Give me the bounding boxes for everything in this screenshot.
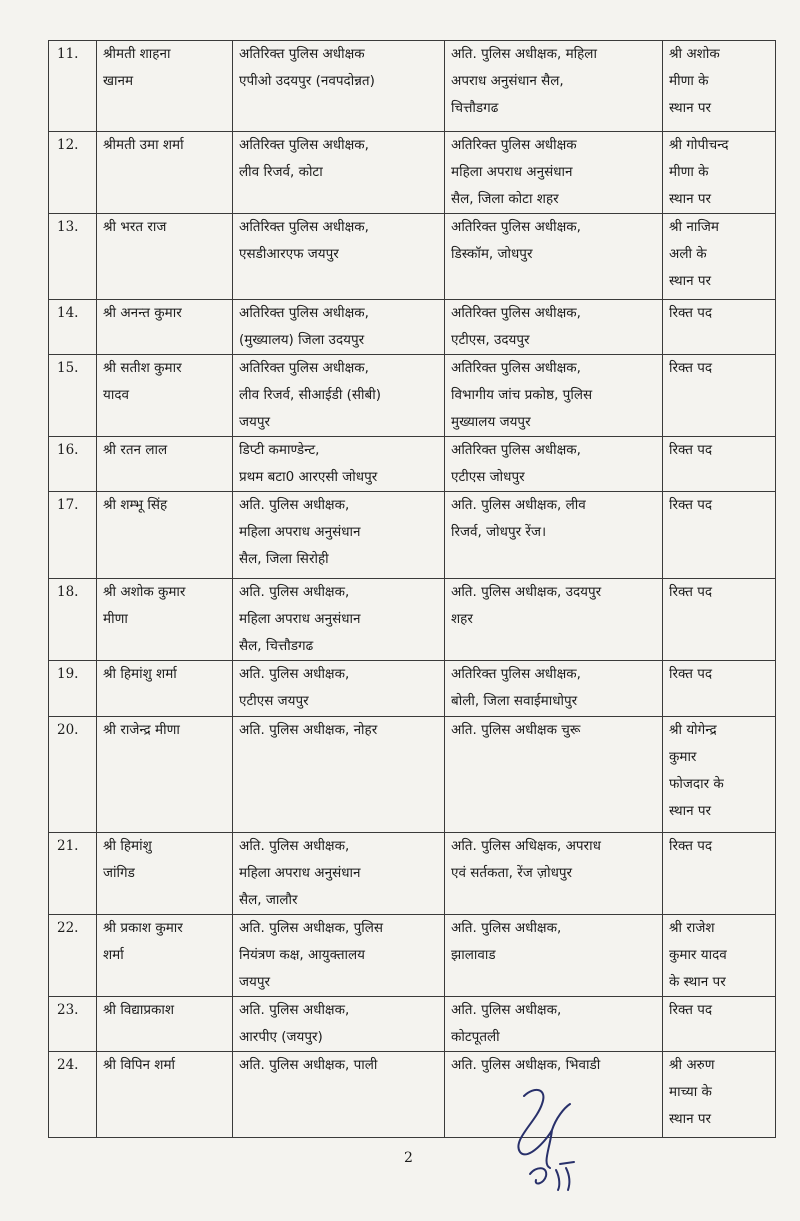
cell-line: लीव रिजर्व, कोटा [239, 164, 323, 180]
cell-line: मुख्यालय जयपुर [451, 414, 531, 430]
serial-number-cell: 11. [49, 41, 97, 132]
table-row [49, 1052, 776, 1138]
cell-line: श्री अशोक कुमार [103, 584, 186, 600]
table-row [49, 492, 776, 579]
cell-line: अति. पुलिस अधीक्षक, [451, 920, 562, 936]
cell-line: अति. पुलिस अधीक्षक, [451, 1002, 562, 1018]
new-post-cell [445, 579, 663, 661]
cell-line: एटीएस, उदयपुर [451, 332, 530, 348]
cell-line: महिला अपराध अनुसंधान [451, 164, 573, 180]
officer-name-cell [97, 132, 233, 214]
officer-name-cell [97, 579, 233, 661]
cell-line: रिक्त पद [669, 497, 713, 513]
cell-line: अतिरिक्त पुलिस अधीक्षक, [451, 360, 581, 376]
current-post-cell [233, 132, 445, 214]
new-post-cell [445, 437, 663, 492]
cell-line: महिला अपराध अनुसंधान [239, 865, 361, 881]
cell-line: अतिरिक्त पुलिस अधीक्षक, [451, 305, 581, 321]
cell-line: अति. पुलिस अधीक्षक चुरू [451, 722, 581, 738]
cell-line: डिप्टी कमाण्डेन्ट, [239, 442, 320, 458]
remark-cell [663, 437, 776, 492]
cell-line: अति. पुलिस अधीक्षक, लीव [451, 497, 586, 513]
cell-line: अति. पुलिस अधीक्षक, [239, 1002, 350, 1018]
cell-line: रिक्त पद [669, 666, 713, 682]
serial-number-cell: 12. [49, 132, 97, 214]
cell-line: जांगिड [103, 865, 135, 881]
cell-line: सैल, जिला कोटा शहर [451, 191, 559, 207]
cell-line: श्री अशोक [669, 46, 720, 62]
remark-cell [663, 997, 776, 1052]
current-post-cell [233, 300, 445, 355]
new-post-cell [445, 717, 663, 833]
new-post-cell [445, 355, 663, 437]
remark-cell [663, 41, 776, 132]
officer-name-cell [97, 833, 233, 915]
serial-number-cell: 20. [49, 717, 97, 833]
page-number: 2 [404, 1150, 413, 1166]
officer-name-cell [97, 717, 233, 833]
cell-line: स्थान पर [669, 191, 712, 207]
cell-line: श्री राजेन्द्र मीणा [103, 722, 180, 738]
new-post-cell [445, 997, 663, 1052]
remark-cell [663, 214, 776, 300]
cell-line: श्री भरत राज [103, 219, 167, 235]
officer-name-cell [97, 997, 233, 1052]
cell-line: अति. पुलिस अधीक्षक, भिवाडी [451, 1057, 601, 1073]
signature-mark [490, 1078, 600, 1198]
officer-name-cell [97, 355, 233, 437]
cell-line: श्री रतन लाल [103, 442, 168, 458]
cell-line: अति. पुलिस अधीक्षक, महिला [451, 46, 597, 62]
cell-line: रिक्त पद [669, 838, 713, 854]
cell-line: अतिरिक्त पुलिस अधीक्षक, [239, 137, 369, 153]
remark-cell [663, 717, 776, 833]
cell-line: प्रथम बटा0 आरएसी जोधपुर [239, 469, 378, 485]
remark-cell [663, 833, 776, 915]
new-post-cell [445, 661, 663, 717]
current-post-cell [233, 997, 445, 1052]
cell-line: कुमार यादव [669, 947, 727, 963]
cell-line: महिला अपराध अनुसंधान [239, 611, 361, 627]
remark-cell [663, 579, 776, 661]
cell-line: अली के [669, 246, 707, 262]
cell-line: एटीएस जोधपुर [451, 469, 525, 485]
current-post-cell [233, 915, 445, 997]
cell-line: श्री विपिन शर्मा [103, 1057, 176, 1073]
cell-line: रिजर्व, जोधपुर रेंज। [451, 524, 547, 540]
remark-cell [663, 355, 776, 437]
serial-number-cell: 13. [49, 214, 97, 300]
new-post-cell [445, 492, 663, 579]
officer-name-cell [97, 437, 233, 492]
cell-line: मीणा के [669, 164, 709, 180]
officer-name-cell [97, 300, 233, 355]
cell-line: अतिरिक्त पुलिस अधीक्षक, [451, 666, 581, 682]
cell-line: फोजदार के [669, 776, 724, 792]
cell-line: लीव रिजर्व, सीआईडी (सीबी) [239, 387, 381, 403]
current-post-cell [233, 492, 445, 579]
cell-line: सैल, जिला सिरोही [239, 551, 329, 567]
cell-line: रिक्त पद [669, 1002, 713, 1018]
cell-line: श्री राजेश [669, 920, 715, 936]
cell-line: रिक्त पद [669, 584, 713, 600]
current-post-cell [233, 214, 445, 300]
cell-line: महिला अपराध अनुसंधान [239, 524, 361, 540]
cell-line: आरपीए (जयपुर) [239, 1029, 323, 1045]
cell-line: स्थान पर [669, 803, 712, 819]
transfer-table [48, 40, 776, 1138]
table-row [49, 579, 776, 661]
cell-line: जयपुर [239, 974, 271, 990]
remark-cell [663, 915, 776, 997]
table-row [49, 661, 776, 717]
cell-line: श्री गोपीचन्द [669, 137, 729, 153]
serial-number-cell: 22. [49, 915, 97, 997]
remark-cell [663, 300, 776, 355]
cell-line: अतिरिक्त पुलिस अधीक्षक [451, 137, 577, 153]
table-row [49, 41, 776, 132]
cell-line: माच्या के [669, 1084, 712, 1100]
cell-line: अपराध अनुसंधान सैल, [451, 73, 564, 89]
new-post-cell [445, 300, 663, 355]
cell-line: अति. पुलिस अधीक्षक, उदयपुर [451, 584, 602, 600]
cell-line: मीणा के [669, 73, 709, 89]
officer-name-cell [97, 41, 233, 132]
cell-line: अति. पुलिस अधीक्षक, [239, 666, 350, 682]
cell-line: एसडीआरएफ जयपुर [239, 246, 339, 262]
cell-line: मीणा [103, 611, 128, 627]
serial-number-cell: 17. [49, 492, 97, 579]
cell-line: अतिरिक्त पुलिस अधीक्षक, [239, 219, 369, 235]
cell-line: अतिरिक्त पुलिस अधीक्षक, [451, 219, 581, 235]
cell-line: श्री योगेन्द्र [669, 722, 717, 738]
cell-line: सैल, चित्तौडगढ [239, 638, 314, 654]
cell-line: शहर [451, 611, 473, 627]
officer-name-cell [97, 915, 233, 997]
cell-line: श्री हिमांशु शर्मा [103, 666, 177, 682]
cell-line: स्थान पर [669, 273, 712, 289]
cell-line: यादव [103, 387, 130, 403]
serial-number-cell: 21. [49, 833, 97, 915]
table-row [49, 833, 776, 915]
current-post-cell [233, 717, 445, 833]
cell-line: अति. पुलिस अधीक्षक, पुलिस [239, 920, 384, 936]
cell-line: (मुख्यालय) जिला उदयपुर [239, 332, 365, 348]
cell-line: अतिरिक्त पुलिस अधीक्षक [239, 46, 365, 62]
serial-number-cell: 16. [49, 437, 97, 492]
cell-line: कोटपूतली [451, 1029, 500, 1045]
new-post-cell [445, 41, 663, 132]
cell-line: अति. पुलिस अधीक्षक, नोहर [239, 722, 378, 738]
cell-line: डिस्कॉम, जोधपुर [451, 246, 533, 262]
table-row [49, 997, 776, 1052]
serial-number-cell: 19. [49, 661, 97, 717]
new-post-cell [445, 833, 663, 915]
table-row [49, 717, 776, 833]
cell-line: श्री विद्याप्रकाश [103, 1002, 175, 1018]
serial-number-cell: 18. [49, 579, 97, 661]
serial-number-cell: 24. [49, 1052, 97, 1138]
new-post-cell [445, 915, 663, 997]
current-post-cell [233, 355, 445, 437]
cell-line: झालावाड [451, 947, 496, 963]
cell-line: श्री शम्भू सिंह [103, 497, 168, 513]
serial-number-cell: 14. [49, 300, 97, 355]
cell-line: अति. पुलिस अधीक्षक, [239, 838, 350, 854]
officer-name-cell [97, 1052, 233, 1138]
cell-line: चित्तौडगढ [451, 100, 499, 116]
table-row [49, 132, 776, 214]
cell-line: श्री अरुण [669, 1057, 715, 1073]
table-body [49, 41, 776, 1138]
table-row [49, 355, 776, 437]
table-row [49, 300, 776, 355]
cell-line: श्री सतीश कुमार [103, 360, 182, 376]
cell-line: अति. पुलिस अधीक्षक, [239, 584, 350, 600]
cell-line: खानम [103, 73, 134, 89]
cell-line: स्थान पर [669, 1111, 712, 1127]
cell-line: श्रीमती शाहना [103, 46, 171, 62]
new-post-cell [445, 214, 663, 300]
cell-line: रिक्त पद [669, 442, 713, 458]
cell-line: बोली, जिला सवाईमाधोपुर [451, 693, 578, 709]
cell-line: कुमार [669, 749, 697, 765]
remark-cell [663, 492, 776, 579]
cell-line: श्री नाजिम [669, 219, 719, 235]
officer-name-cell [97, 492, 233, 579]
cell-line: रिक्त पद [669, 305, 713, 321]
cell-line: श्री प्रकाश कुमार [103, 920, 183, 936]
table-row [49, 915, 776, 997]
cell-line: रिक्त पद [669, 360, 713, 376]
cell-line: अतिरिक्त पुलिस अधीक्षक, [239, 360, 369, 376]
cell-line: एवं सर्तकता, रेंज ज़ोधपुर [451, 865, 573, 881]
cell-line: अतिरिक्त पुलिस अधीक्षक, [239, 305, 369, 321]
table-row [49, 437, 776, 492]
cell-line: श्री हिमांशु [103, 838, 152, 854]
cell-line: विभागीय जांच प्रकोष्ठ, पुलिस [451, 387, 593, 403]
current-post-cell [233, 1052, 445, 1138]
new-post-cell [445, 132, 663, 214]
cell-line: शर्मा [103, 947, 124, 963]
current-post-cell [233, 579, 445, 661]
cell-line: श्री अनन्त कुमार [103, 305, 182, 321]
table-row [49, 214, 776, 300]
remark-cell [663, 132, 776, 214]
cell-line: नियंत्रण कक्ष, आयुक्तालय [239, 947, 365, 963]
cell-line: एटीएस जयपुर [239, 693, 309, 709]
current-post-cell [233, 661, 445, 717]
cell-line: स्थान पर [669, 100, 712, 116]
officer-name-cell [97, 661, 233, 717]
cell-line: सैल, जालौर [239, 892, 298, 908]
current-post-cell [233, 833, 445, 915]
cell-line: जयपुर [239, 414, 271, 430]
cell-line: श्रीमती उमा शर्मा [103, 137, 184, 153]
remark-cell [663, 1052, 776, 1138]
officer-name-cell [97, 214, 233, 300]
cell-line: अतिरिक्त पुलिस अधीक्षक, [451, 442, 581, 458]
cell-line: एपीओ उदयपुर (नवपदोन्नत) [239, 73, 375, 89]
cell-line: अति. पुलिस अधीक्षक, [239, 497, 350, 513]
cell-line: अति. पुलिस अधीक्षक, पाली [239, 1057, 378, 1073]
current-post-cell [233, 41, 445, 132]
remark-cell [663, 661, 776, 717]
cell-line: अति. पुलिस अधिक्षक, अपराध [451, 838, 601, 854]
serial-number-cell: 23. [49, 997, 97, 1052]
serial-number-cell: 15. [49, 355, 97, 437]
cell-line: के स्थान पर [669, 974, 726, 990]
current-post-cell [233, 437, 445, 492]
